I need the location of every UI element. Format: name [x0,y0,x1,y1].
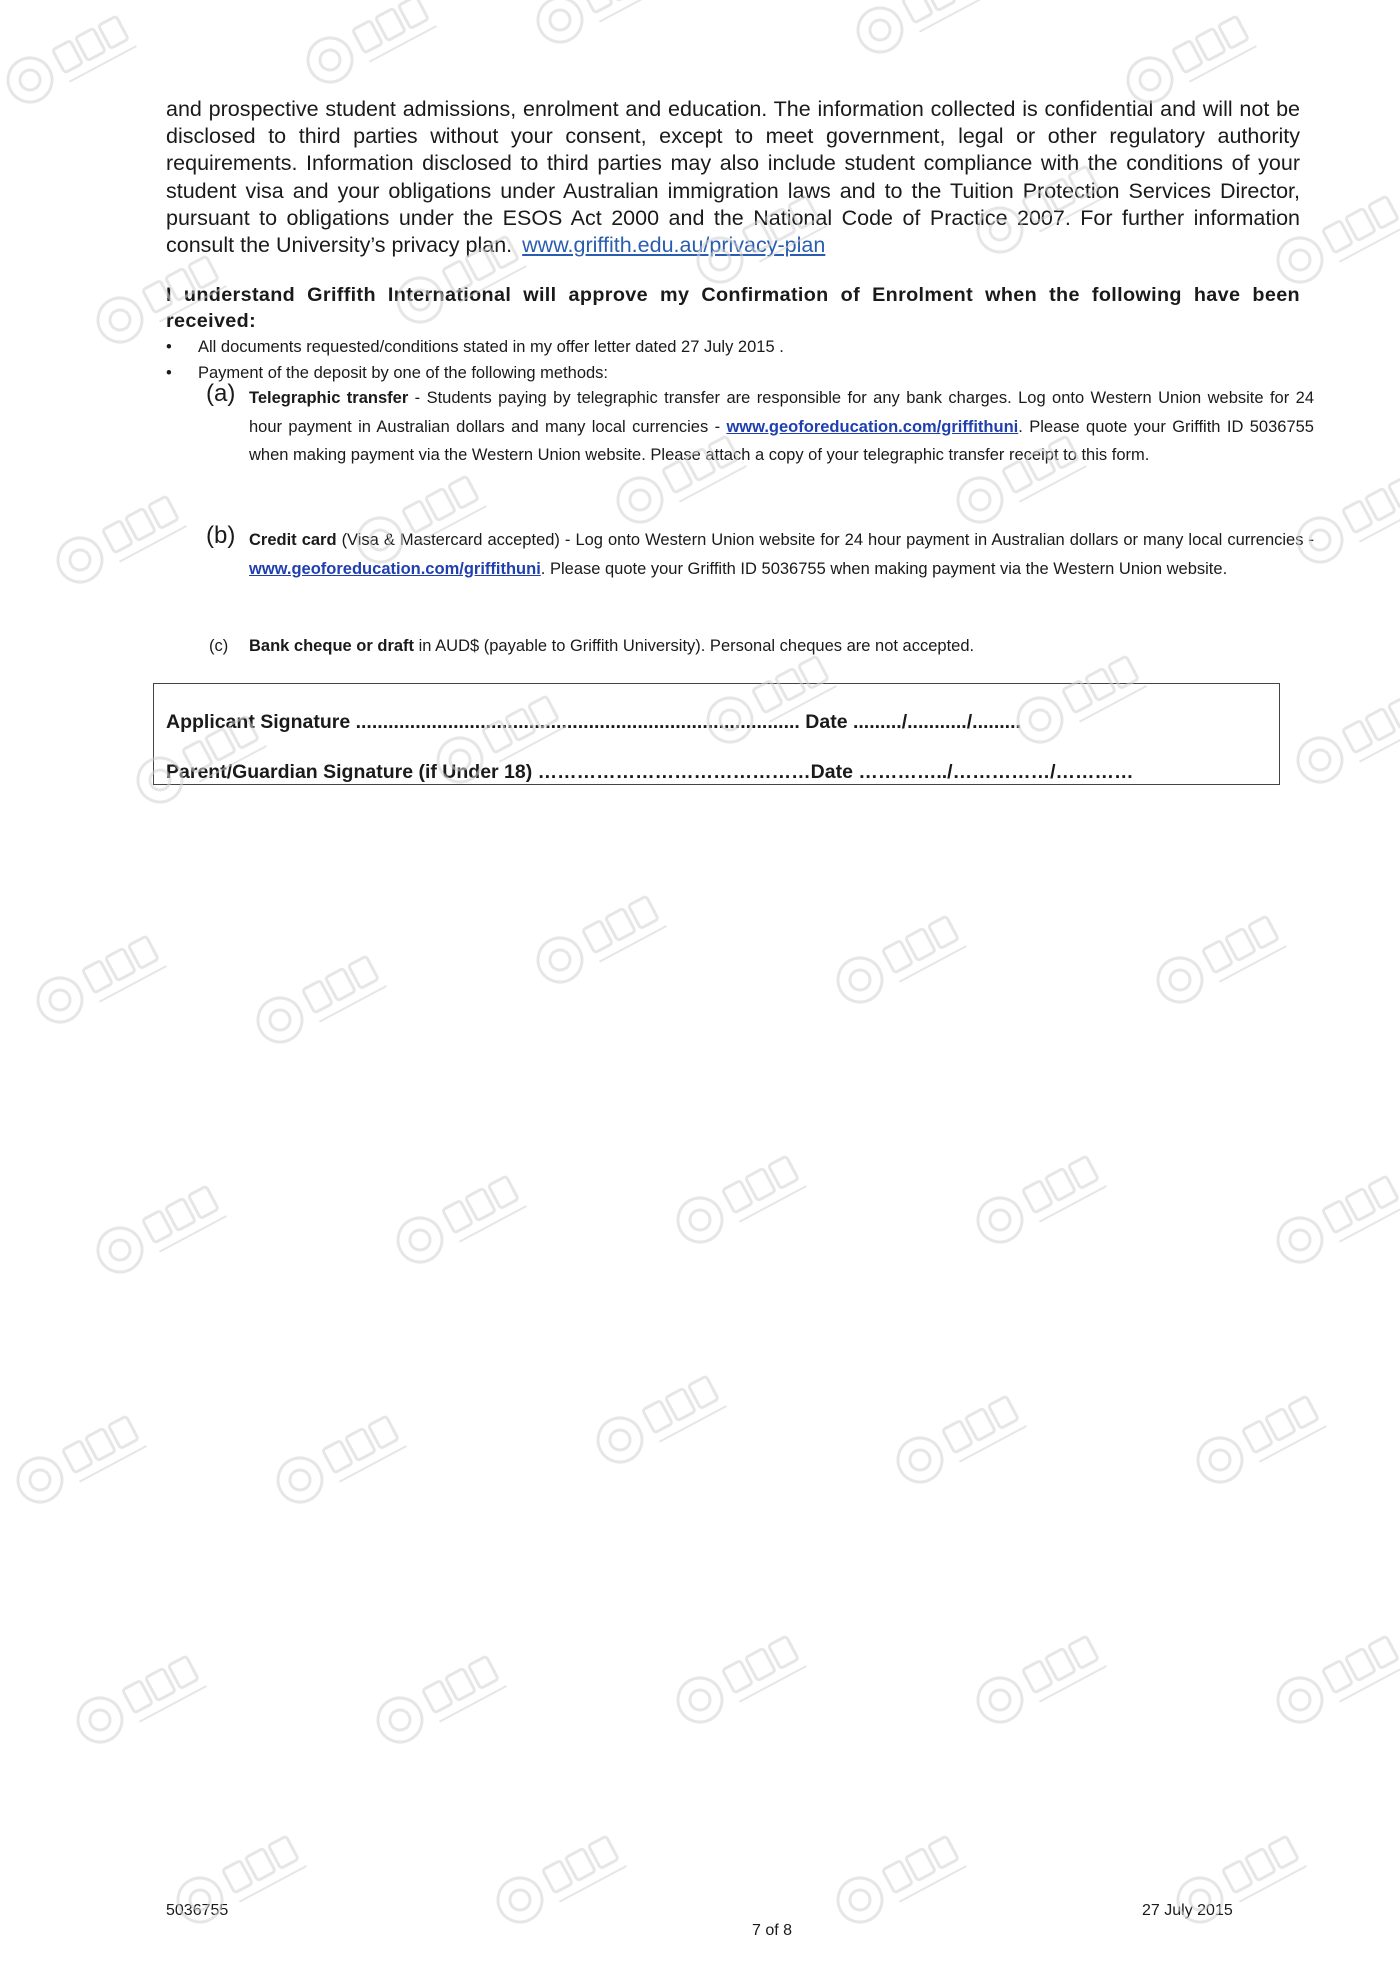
list-item: • Payment of the deposit by one of the following methods: [166,360,1316,386]
option-title: Bank cheque or draft [249,637,415,655]
watermark-stamp [830,1829,967,1930]
watermark-stamp [30,929,167,1030]
western-union-link[interactable]: www.geoforeducation.com/griffithuni [249,559,541,578]
watermark-stamp [670,1629,807,1730]
watermark-stamp [970,1149,1107,1250]
option-description: in AUD$ (payable to Griffith University). Personal cheques are not accepted. [414,637,975,655]
option-text [249,384,1314,470]
watermark-stamp [1120,9,1257,110]
watermark-stamp [90,1179,227,1280]
watermark-stamp [530,889,667,990]
option-text [249,526,1314,583]
watermark-stamp [530,0,667,50]
watermark-stamp [10,1409,147,1510]
option-description: - Students paying by telegraphic transfer are responsible for any bank charges. Log onto Western Union website for 24 hour payment in Australian dollars and many local currencies - [249,389,1314,436]
option-marker: (a) [206,380,236,407]
watermark-stamp [670,1149,807,1250]
watermark-stamp [300,0,437,90]
watermark-stamp [1190,1389,1327,1490]
watermark-stamp [970,1629,1107,1730]
watermark-stamp [490,1829,627,1930]
watermark-stamp [1270,1169,1400,1270]
requirements-list [166,334,1316,386]
privacy-text: and prospective student admissions, enrolment and education. The information collected is confidential and will not be disclosed to third parties without your consent, except to meet government, legal or other regulatory authority requirements. Information disclosed to third parties may also include student compliance with the conditions of your student visa and your obligations under Australian immigration laws and to the Tuition Protection Services Director, pursuant to obligations under the ESOS Act 2000 and the National Code of Practice 2007. For further information consult the University’s privacy plan. [166,97,1300,258]
footer-student-id: 5036755 [166,1902,229,1919]
watermark-stamp [250,949,387,1050]
option-marker: (b) [206,522,236,549]
option-description-continued: . Please quote your Griffith ID 5036755 when making payment via the Western Union website. Please attach a copy of your telegraphic transfer receipt to this form. [249,417,1314,464]
watermark-stamp [850,0,987,60]
watermark-stamp [0,9,137,110]
footer-date: 27 July 2015 [1142,1902,1233,1919]
watermark-stamp [370,1649,507,1750]
option-description: (Visa & Mastercard accepted) - Log onto Western Union website for 24 hour payment in Australian dollars or many local currencies - [336,531,1314,549]
western-union-link[interactable]: www.geoforeducation.com/griffithuni [726,417,1019,436]
privacy-plan-link[interactable]: www.griffith.edu.au/privacy-plan [522,233,826,258]
privacy-paragraph [166,96,1300,259]
footer-page-number: 7 of 8 [752,1922,793,1939]
payment-option-credit-card [206,522,1314,583]
watermark-stamp [1270,1629,1400,1730]
watermark-stamp [890,1389,1027,1490]
option-text [249,632,1314,661]
watermark-stamp [830,909,967,1010]
option-description-continued: . Please quote your Griffith ID 5036755 when making payment via the Western Union website. [540,559,1228,578]
watermark-stamp [1150,909,1287,1010]
option-title: Credit card [249,531,337,549]
payment-option-bank-cheque [206,632,1314,661]
option-marker: (c) [209,637,229,655]
watermark-stamp [70,1649,207,1750]
list-item: • All documents requested/conditions stated in my offer letter dated 27 July 2015 . [166,334,1316,360]
watermark-stamp [270,1409,407,1510]
option-title: Telegraphic transfer [249,389,409,407]
watermark-stamp [1290,689,1400,790]
watermark-stamp [50,489,187,590]
watermark-stamp [590,1369,727,1470]
guardian-signature-field[interactable]: Parent/Guardian Signature (if Under 18) ……………………………………Date …………../……………/………… [166,761,1134,783]
watermark-stamp [390,1169,527,1270]
confirmation-heading: I understand Griffith International will approve my Confirmation of Enrolment when the following have been received: [166,284,1300,332]
payment-option-telegraphic [206,380,1314,470]
applicant-signature-field[interactable]: Applicant Signature .................................................................................. Date ........./.........../......... [166,711,1021,733]
